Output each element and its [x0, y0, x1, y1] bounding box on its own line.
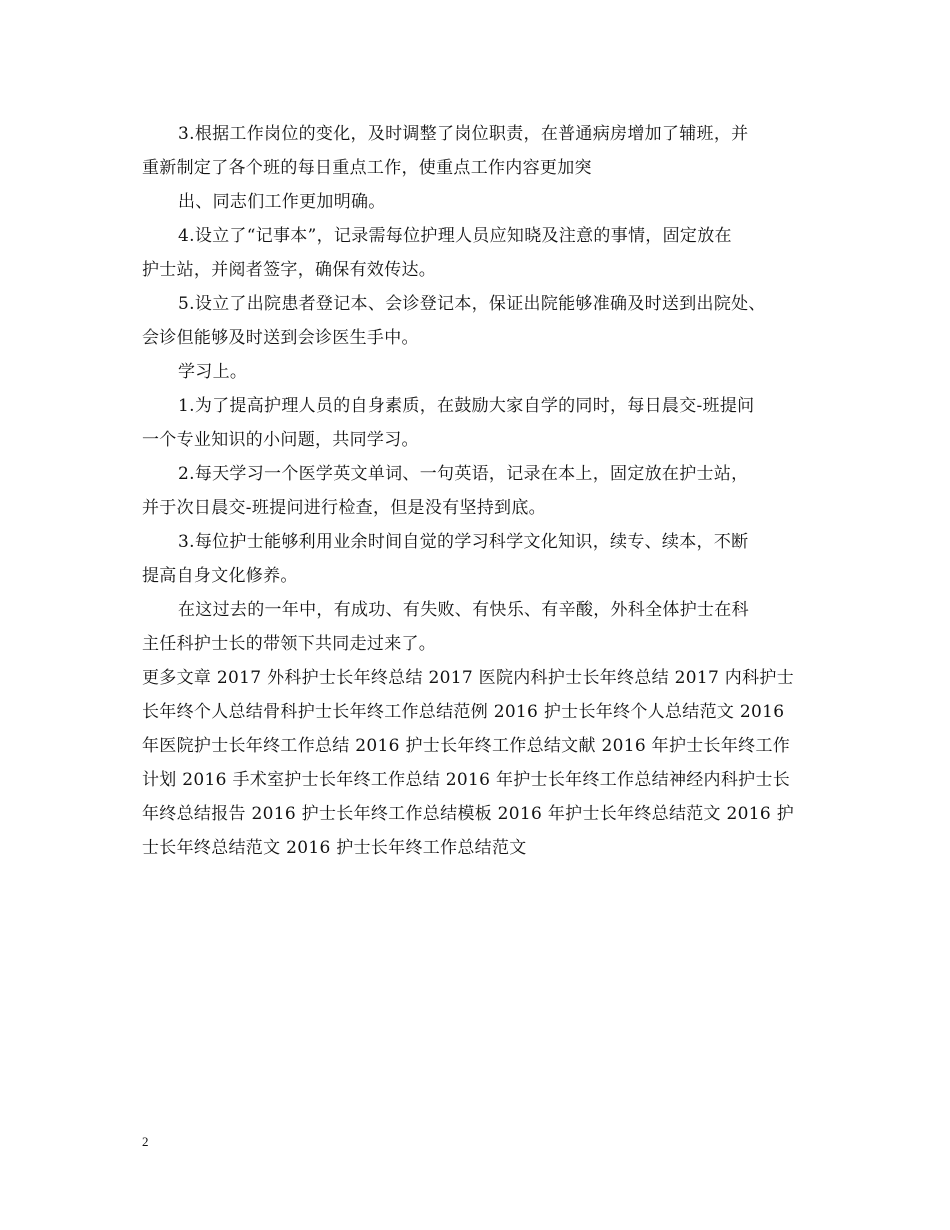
document-body — [142, 117, 814, 865]
paragraph-study-item-1 — [142, 389, 814, 457]
text-line: 年终总结报告 2016 护士长年终工作总结模板 2016 年护士长年终总结范文 2016 护 — [142, 804, 795, 824]
text-line: 护士站，并阅者签字，确保有效传达。 — [142, 260, 437, 280]
text-line: 主任科护士长的带领下共同走过来了。 — [142, 634, 437, 654]
page-number: 2 — [142, 1134, 149, 1149]
text-line: 长年终个人总结骨科护士长年终工作总结范例 2016 护士长年终个人总结范文 2016 — [142, 702, 785, 722]
text-line: 学习上。 — [178, 362, 248, 382]
paragraph-study-heading — [142, 355, 814, 389]
text-line: 2.每天学习一个医学英文单词、一句英语，记录在本上，固定放在护士站， — [178, 464, 749, 484]
text-line: 并于次日晨交-班提问进行检查，但是没有坚持到底。 — [142, 498, 546, 518]
paragraph-item-3-adjust-duties — [142, 117, 814, 219]
text-line: 1.为了提高护理人员的自身素质，在鼓励大家自学的同时，每日晨交-班提问 — [178, 396, 755, 416]
text-line: 5.设立了出院患者登记本、会诊登记本，保证出院能够准确及时送到出院处、 — [178, 294, 766, 314]
text-line: 提高自身文化修养。 — [142, 566, 298, 586]
paragraph-study-item-2 — [142, 457, 814, 525]
text-line: 3.每位护士能够利用业余时间自觉的学习科学文化知识，续专、续本，不断 — [178, 532, 749, 552]
text-line: 在这过去的一年中，有成功、有失败、有快乐、有辛酸，外科全体护士在科 — [178, 600, 749, 620]
text-line: 4.设立了“记事本”，记录需每位护理人员应知晓及注意的事情，固定放在 — [178, 226, 732, 246]
text-line: 年医院护士长年终工作总结 2016 护士长年终工作总结文献 2016 年护士长年终工作 — [142, 736, 791, 756]
paragraph-item-4-notebook — [142, 219, 814, 287]
paragraph-study-item-3 — [142, 525, 814, 593]
text-line: 计划 2016 手术室护士长年终工作总结 2016 年护士长年终工作总结神经内科护士长 — [142, 770, 791, 790]
text-line: 重新制定了各个班的每日重点工作，使重点工作内容更加突 — [142, 158, 592, 178]
text-line: 3.根据工作岗位的变化，及时调整了岗位职责，在普通病房增加了辅班，并 — [178, 124, 749, 144]
text-line: 士长年终总结范文 2016 护士长年终工作总结范文 — [142, 838, 527, 858]
text-line: 出、同志们工作更加明确。 — [178, 192, 386, 212]
paragraph-closing-paragraph — [142, 593, 814, 661]
text-line: 一个专业知识的小问题，共同学习。 — [142, 430, 419, 450]
text-line: 会诊但能够及时送到会诊医生手中。 — [142, 328, 419, 348]
paragraph-item-5-discharge-register — [142, 287, 814, 355]
paragraph-more-articles — [142, 661, 814, 865]
text-line: 更多文章 2017 外科护士长年终总结 2017 医院内科护士长年终总结 2017 内科护士 — [142, 668, 795, 688]
